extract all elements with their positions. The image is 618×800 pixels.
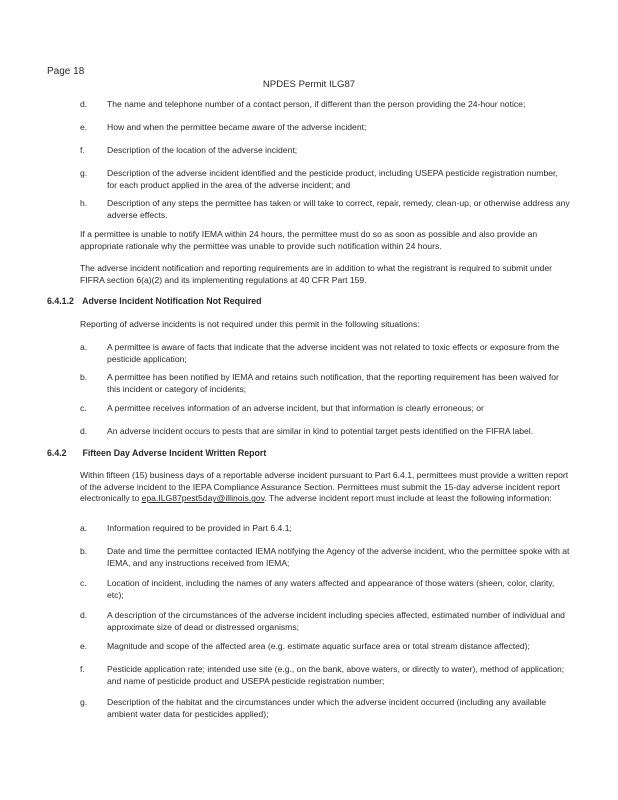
report-email-link[interactable]: epa.ILG87pest5day@illinois.gov: [141, 493, 265, 504]
list-item: [80, 168, 570, 191]
permit-title: NPDES Permit ILG87: [262, 79, 356, 90]
section-intro-text: Within fifteen (15) business days of a reportable adverse incident pursuant to Part 6.4.1, permittees must provide a written report of the adverse incident to the IEPA Compliance Assurance Section. Permittees must submit the 15-day adverse incident report electronically to: [80, 470, 569, 504]
list-item-text: Description of any steps the permittee has taken or will take to correct, repair, remedy, clean-up, or otherwise address any adverse effects.: [107, 198, 570, 220]
list-item: [80, 342, 570, 365]
paragraph-late-notification: If a permittee is unable to notify IEMA within 24 hours, the permittee must do so as soon as possible and also provide an appropriate rationale why the permittee was unable to provide such notification within 24 hours.: [80, 229, 538, 251]
section-title: Fifteen Day Adverse Incident Written Report: [82, 448, 267, 458]
list-item: [80, 697, 570, 720]
list-item-text: Location of incident, including the names of any waters affected and appearance of those waters (sheen, color, clarity, etc);: [107, 578, 555, 600]
list-item: [80, 99, 570, 111]
section-heading-6-4-1-2: [47, 296, 262, 308]
section-intro: [80, 470, 570, 505]
list-item: [80, 198, 570, 221]
list-item-label: b.: [80, 546, 88, 556]
list-item: [80, 523, 570, 535]
list-item-text: Information required to be provided in Part 6.4.1;: [107, 523, 292, 533]
list-item-label: e.: [80, 641, 88, 651]
paragraph-fifra-requirements: The adverse incident notification and reporting requirements are in addition to what the registrant is required to submit under FIFRA section 6(a)(2) and its implementing regulations at 40 CFR Part 159.: [80, 263, 552, 285]
list-item-text: Pesticide application rate; intended use site (e.g., on the bank, above waters, or directly to water), method of application; and name of pesticide product and USEPA pesticide registration number;: [107, 664, 565, 686]
list-item-label: e.: [80, 122, 88, 132]
list-item-text: How and when the permittee became aware of the adverse incident;: [107, 122, 367, 132]
list-item-label: d.: [80, 610, 88, 620]
list-item-label: a.: [80, 342, 88, 352]
list-item: [80, 145, 570, 157]
list-item-label: b.: [80, 372, 88, 382]
list-item-text: Description of the habitat and the circumstances under which the adverse incident occurred (including any available ambient water data for pesticides applied);: [107, 697, 547, 719]
list-item-label: f.: [80, 145, 85, 155]
list-item-label: f.: [80, 664, 85, 674]
list-item: [80, 372, 570, 395]
list-item-text: Magnitude and scope of the affected area (e.g. estimate aquatic surface area or total stream distance affected);: [107, 641, 530, 651]
list-item: [80, 426, 570, 438]
list-item-label: d.: [80, 426, 88, 436]
list-item: [80, 641, 570, 653]
list-item-text: Date and time the permittee contacted IEMA notifying the Agency of the adverse incident, who the permittee spoke with at IEMA, and any instructions received from IEMA;: [107, 546, 570, 568]
list-item-text: Description of the adverse incident identified and the pesticide product, including USEPA pesticide registration number, for each product applied in the area of the adverse incident; and: [107, 168, 558, 190]
list-item: [80, 403, 570, 415]
list-item-label: g.: [80, 697, 88, 707]
section-title: Adverse Incident Notification Not Required: [82, 296, 262, 306]
list-item-label: d.: [80, 99, 88, 109]
section-intro-text-end: . The adverse incident report must include at least the following information:: [264, 493, 552, 504]
list-item-label: c.: [80, 403, 87, 413]
list-item: [80, 546, 570, 569]
list-item-label: c.: [80, 578, 87, 588]
list-item-text: A permittee is aware of facts that indicate that the adverse incident was not related to toxic effects or exposure from the pesticide application;: [107, 342, 560, 364]
list-item-text: An adverse incident occurs to pests that are similar in kind to potential target pests identified on the FIFRA label.: [107, 426, 534, 436]
list-item-text: A description of the circumstances of the adverse incident including species affected, estimated number of individual and approximate size of dead or distressed organisms;: [107, 610, 565, 632]
list-item-label: a.: [80, 523, 88, 533]
page-number: Page 18: [47, 66, 85, 77]
list-item-text: The name and telephone number of a contact person, if different than the person providing the 24-hour notice;: [107, 99, 526, 109]
list-item-text: Description of the location of the adverse incident;: [107, 145, 298, 155]
list-item: [80, 610, 570, 633]
list-item: [80, 664, 570, 687]
section-number: 6.4.2: [47, 448, 67, 458]
section-heading-6-4-2: [47, 448, 266, 460]
list-item: [80, 122, 570, 134]
section-number: 6.4.1.2: [47, 296, 74, 306]
list-item-text: A permittee has been notified by IEMA and retains such notification, that the reporting requirement has been waived for this incident or category of incidents;: [107, 372, 559, 394]
list-item-text: A permittee receives information of an adverse incident, but that information is clearly erroneous; or: [107, 403, 484, 413]
section-intro: Reporting of adverse incidents is not required under this permit in the following situations:: [80, 319, 420, 329]
list-item: [80, 578, 570, 601]
list-item-label: g.: [80, 168, 88, 178]
list-item-label: h.: [80, 198, 88, 208]
